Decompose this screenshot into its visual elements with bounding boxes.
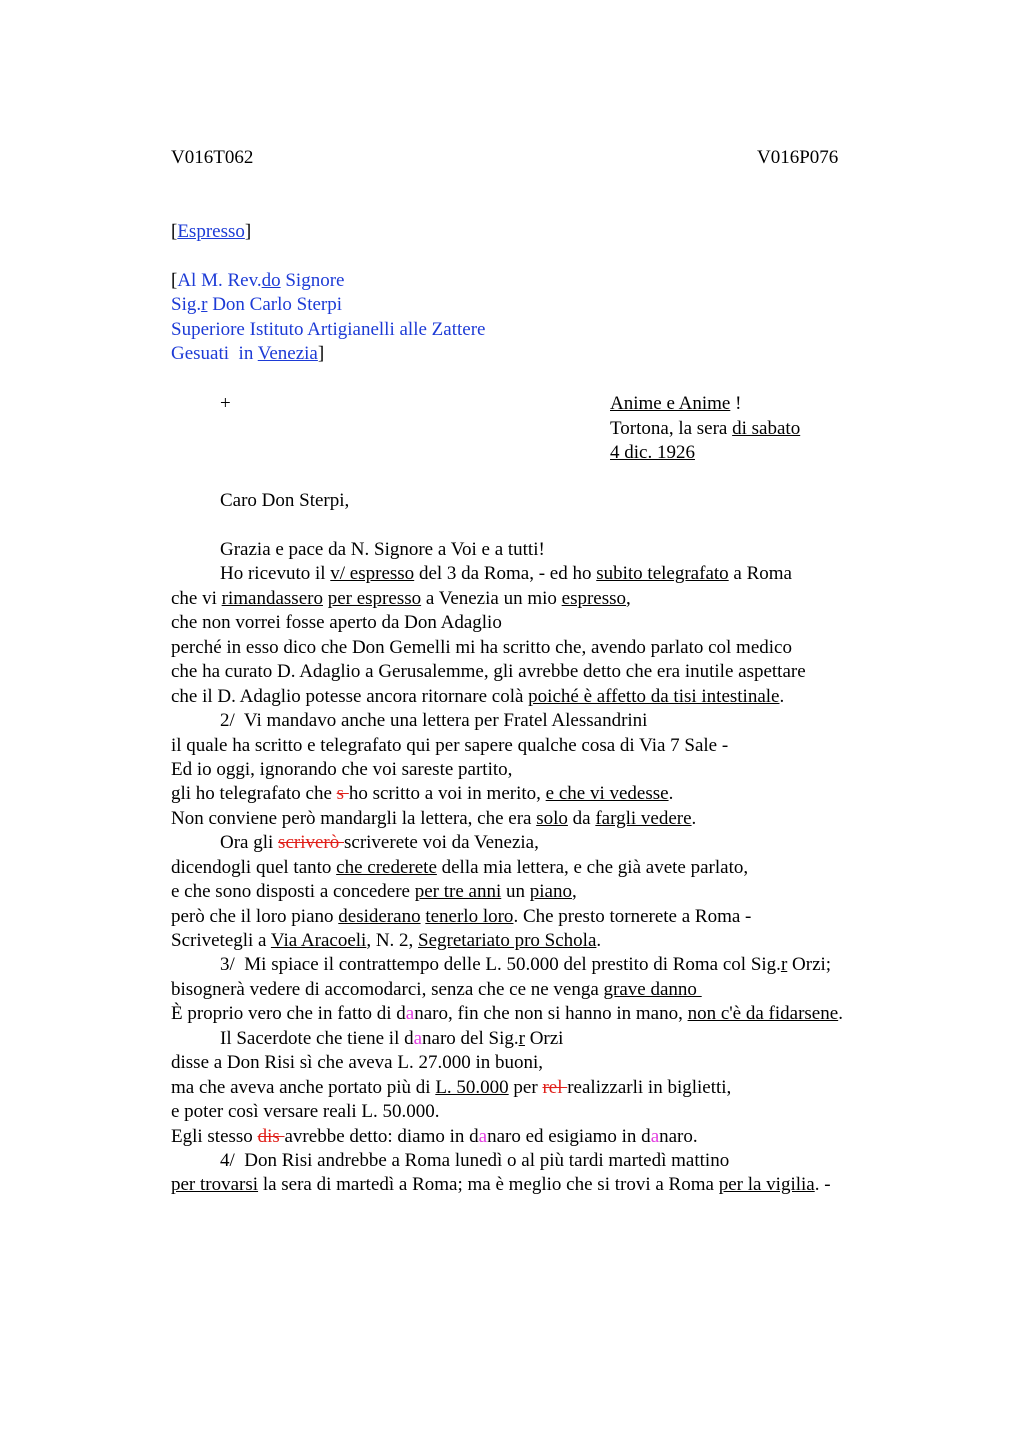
- body-line: [220, 562, 792, 586]
- body-line: [171, 782, 673, 806]
- text-segment: . Che presto tornerete a Roma -: [513, 905, 752, 927]
- text-segment: 2/ Vi mandavo anche una lettera per Fratel Alessandrini: [220, 710, 648, 732]
- body-line: [220, 538, 545, 562]
- underlined-text: do: [261, 270, 281, 291]
- underlined-text: per espresso: [327, 587, 422, 609]
- underlined-text: subito telegrafato: [596, 563, 729, 585]
- text-segment: il quale ha scritto e telegrafato qui per sapere qualche cosa di Via 7 Sale -: [171, 734, 729, 756]
- underlined-text: Segretariato pro Schola: [418, 930, 597, 952]
- document-id-left: V016T062: [171, 147, 254, 168]
- text-segment: 3/ Mi spiace il contrattempo delle L. 50.000 del prestito di Roma col Sig.: [220, 954, 781, 976]
- underlined-text: rimandassero: [221, 587, 323, 609]
- body-line: [171, 1173, 831, 1197]
- underlined-text: Don Carlo Sterpi: [207, 294, 343, 316]
- text-segment: Non conviene però mandargli la lettera, che era: [171, 807, 537, 829]
- text-segment: del 3 da Roma, - ed ho: [414, 563, 597, 585]
- text-segment: da: [567, 807, 596, 829]
- document-id-right: V016P076: [757, 147, 839, 168]
- text-segment: Ed io oggi, ignorando che voi sareste partito,: [171, 758, 513, 780]
- underlined-text: piano: [529, 881, 572, 903]
- body-line: [171, 880, 577, 904]
- text-segment: perché in esso dico che Don Gemelli mi ha scritto che, avendo parlato col medico: [171, 636, 792, 658]
- text-segment: ,: [626, 587, 631, 609]
- underlined-text: Signore: [280, 270, 345, 291]
- text-segment: un: [501, 881, 530, 903]
- underlined-text: non c'è da fidarsene: [687, 1003, 839, 1025]
- text-segment: ]: [317, 342, 325, 364]
- dateline-line: [610, 417, 800, 441]
- underlined-text: per tre anni: [414, 881, 502, 903]
- text-segment: Ora gli: [220, 832, 279, 854]
- text-segment: .: [779, 685, 785, 707]
- text-segment: dicendogli quel tanto: [171, 856, 337, 878]
- text-segment: ho scritto a voi in merito,: [348, 783, 546, 805]
- text-segment: bisognerà vedere di accomodarci, senza che ce ne venga: [171, 978, 604, 1000]
- body-line: [171, 807, 696, 831]
- text-segment: . -: [814, 1174, 831, 1196]
- text-segment: Ho ricevuto il: [220, 563, 331, 585]
- cross-mark: +: [220, 393, 231, 414]
- espresso-note: [171, 220, 251, 244]
- address-line: [171, 293, 342, 317]
- body-line: [171, 734, 728, 758]
- underlined-text: r: [518, 1027, 525, 1049]
- deleted-text: scriverò: [278, 832, 344, 854]
- text-segment: ]: [244, 221, 252, 242]
- body-line: [220, 1149, 729, 1173]
- text-segment: È proprio vero che in fatto di d: [171, 1003, 406, 1025]
- deleted-text: dis: [257, 1125, 285, 1147]
- text-segment: .: [691, 807, 697, 829]
- text-segment: Grazia e pace da N. Signore a Voi e a tutti!: [220, 539, 545, 560]
- underlined-text: Anime e Anime: [610, 393, 731, 414]
- body-line: [171, 660, 806, 684]
- underlined-text: Via Aracoeli: [270, 930, 367, 952]
- body-line: [171, 905, 751, 929]
- address-line: [171, 269, 344, 293]
- body-line: [171, 636, 792, 660]
- deleted-text: rel: [542, 1076, 568, 1098]
- underlined-text: per trovarsi: [171, 1174, 259, 1196]
- salutation: Caro Don Sterpi,: [220, 490, 350, 511]
- underlined-text: v/ espresso: [330, 563, 415, 585]
- body-line: [171, 611, 502, 635]
- body-line: [171, 1076, 731, 1100]
- underlined-text: Gesuati in: [171, 342, 258, 364]
- text-segment: naro.: [659, 1125, 698, 1147]
- body-line: [171, 978, 702, 1002]
- text-segment: disse a Don Risi sì che aveva L. 27.000 in buoni,: [171, 1052, 544, 1074]
- body-line: [171, 1051, 543, 1075]
- text-segment: a Roma: [728, 563, 792, 585]
- text-segment: che il D. Adaglio potesse ancora ritornare colà: [171, 685, 529, 707]
- text-segment: della mia lettera, e che già avete parlato,: [436, 856, 749, 878]
- body-line: [220, 709, 647, 733]
- body-line: [171, 685, 784, 709]
- underlined-text: Sig.: [171, 294, 202, 316]
- text-segment: Tortona, la sera: [610, 417, 733, 439]
- text-segment: 4/ Don Risi andrebbe a Roma lunedì o al più tardi martedì mattino: [220, 1150, 730, 1171]
- editorial-correction: a: [405, 1003, 415, 1025]
- text-segment: Il Sacerdote che tiene il d: [220, 1027, 414, 1049]
- text-segment: ,: [571, 881, 577, 903]
- underlined-text: e che vi vedesse: [545, 783, 669, 805]
- underlined-text: fargli vedere: [595, 807, 692, 829]
- body-line: [220, 831, 539, 855]
- address-line: [171, 342, 324, 366]
- body-line: [220, 953, 831, 977]
- body-line: [171, 1002, 843, 1026]
- underlined-text: grave danno: [603, 978, 702, 1000]
- editorial-correction: a: [650, 1125, 660, 1147]
- body-line: [171, 587, 631, 611]
- underlined-text: Superiore Istituto Artigianelli alle Zattere: [171, 318, 486, 340]
- underlined-text: r: [780, 954, 788, 976]
- underlined-text: per la vigilia: [718, 1174, 815, 1196]
- address-line: [171, 318, 485, 342]
- text-segment: naro del Sig.: [422, 1027, 519, 1049]
- text-segment: che ha curato D. Adaglio a Gerusalemme, gli avrebbe detto che era inutile aspettare: [171, 661, 806, 683]
- text-segment: Egli stesso: [171, 1125, 258, 1147]
- underlined-text: Espresso: [177, 221, 245, 242]
- underlined-text: tenerlo loro: [425, 905, 514, 927]
- body-line: [171, 758, 512, 782]
- underlined-text: solo: [536, 807, 568, 829]
- editorial-correction: a: [478, 1125, 488, 1147]
- text-segment: ma che aveva anche portato più di: [171, 1076, 436, 1098]
- body-line: [220, 1027, 563, 1051]
- underlined-text: Venezia: [257, 342, 318, 364]
- editorial-correction: a: [413, 1027, 423, 1049]
- text-segment: naro ed esigiamo in d: [487, 1125, 651, 1147]
- underlined-text: 4 dic. 1926: [610, 442, 695, 463]
- dateline-line: [610, 441, 695, 465]
- text-segment: scriverete voi da Venezia,: [344, 832, 539, 854]
- body-line: [171, 856, 748, 880]
- body-line: [171, 1125, 698, 1149]
- text-segment: gli ho telegrafato che: [171, 783, 337, 805]
- text-segment: e che sono disposti a concedere: [171, 881, 415, 903]
- text-segment: .: [596, 930, 602, 952]
- text-segment: Orzi;: [787, 954, 832, 976]
- text-segment: .: [668, 783, 674, 805]
- text-segment: la sera di martedì a Roma; ma è meglio che si trovi a Roma: [258, 1174, 719, 1196]
- underlined-text: espresso: [561, 587, 627, 609]
- underlined-text: di sabato: [732, 417, 801, 439]
- text-segment: Scrivetegli a: [171, 930, 271, 952]
- deleted-text: s: [336, 783, 349, 805]
- text-segment: , N. 2,: [366, 930, 419, 952]
- underlined-text: r: [201, 294, 208, 316]
- text-segment: avrebbe detto: diamo in d: [284, 1125, 479, 1147]
- text-segment: .: [838, 1003, 843, 1025]
- underlined-text: poiché è affetto da tisi intestinale: [528, 685, 780, 707]
- underlined-text: che crederete: [336, 856, 437, 878]
- underlined-text: desiderano: [338, 905, 421, 927]
- text-segment: a Venezia un mio: [421, 587, 562, 609]
- body-line: [171, 1100, 440, 1124]
- underlined-text: Al M. Rev.: [177, 270, 262, 291]
- underlined-text: L. 50.000: [435, 1076, 509, 1098]
- text-segment: per: [508, 1076, 543, 1098]
- body-line: [171, 929, 601, 953]
- text-segment: e poter così versare reali L. 50.000.: [171, 1101, 440, 1123]
- text-segment: Orzi: [524, 1027, 564, 1049]
- dateline-line: [610, 392, 741, 416]
- text-segment: però che il loro piano: [171, 905, 339, 927]
- text-segment: [: [171, 221, 178, 242]
- text-segment: naro, fin che non si hanno in mano,: [414, 1003, 688, 1025]
- text-segment: [: [171, 270, 178, 291]
- text-segment: che vi: [171, 587, 222, 609]
- text-segment: !: [730, 393, 742, 414]
- text-segment: che non vorrei fosse aperto da Don Adaglio: [171, 612, 502, 634]
- text-segment: realizzarli in biglietti,: [567, 1076, 732, 1098]
